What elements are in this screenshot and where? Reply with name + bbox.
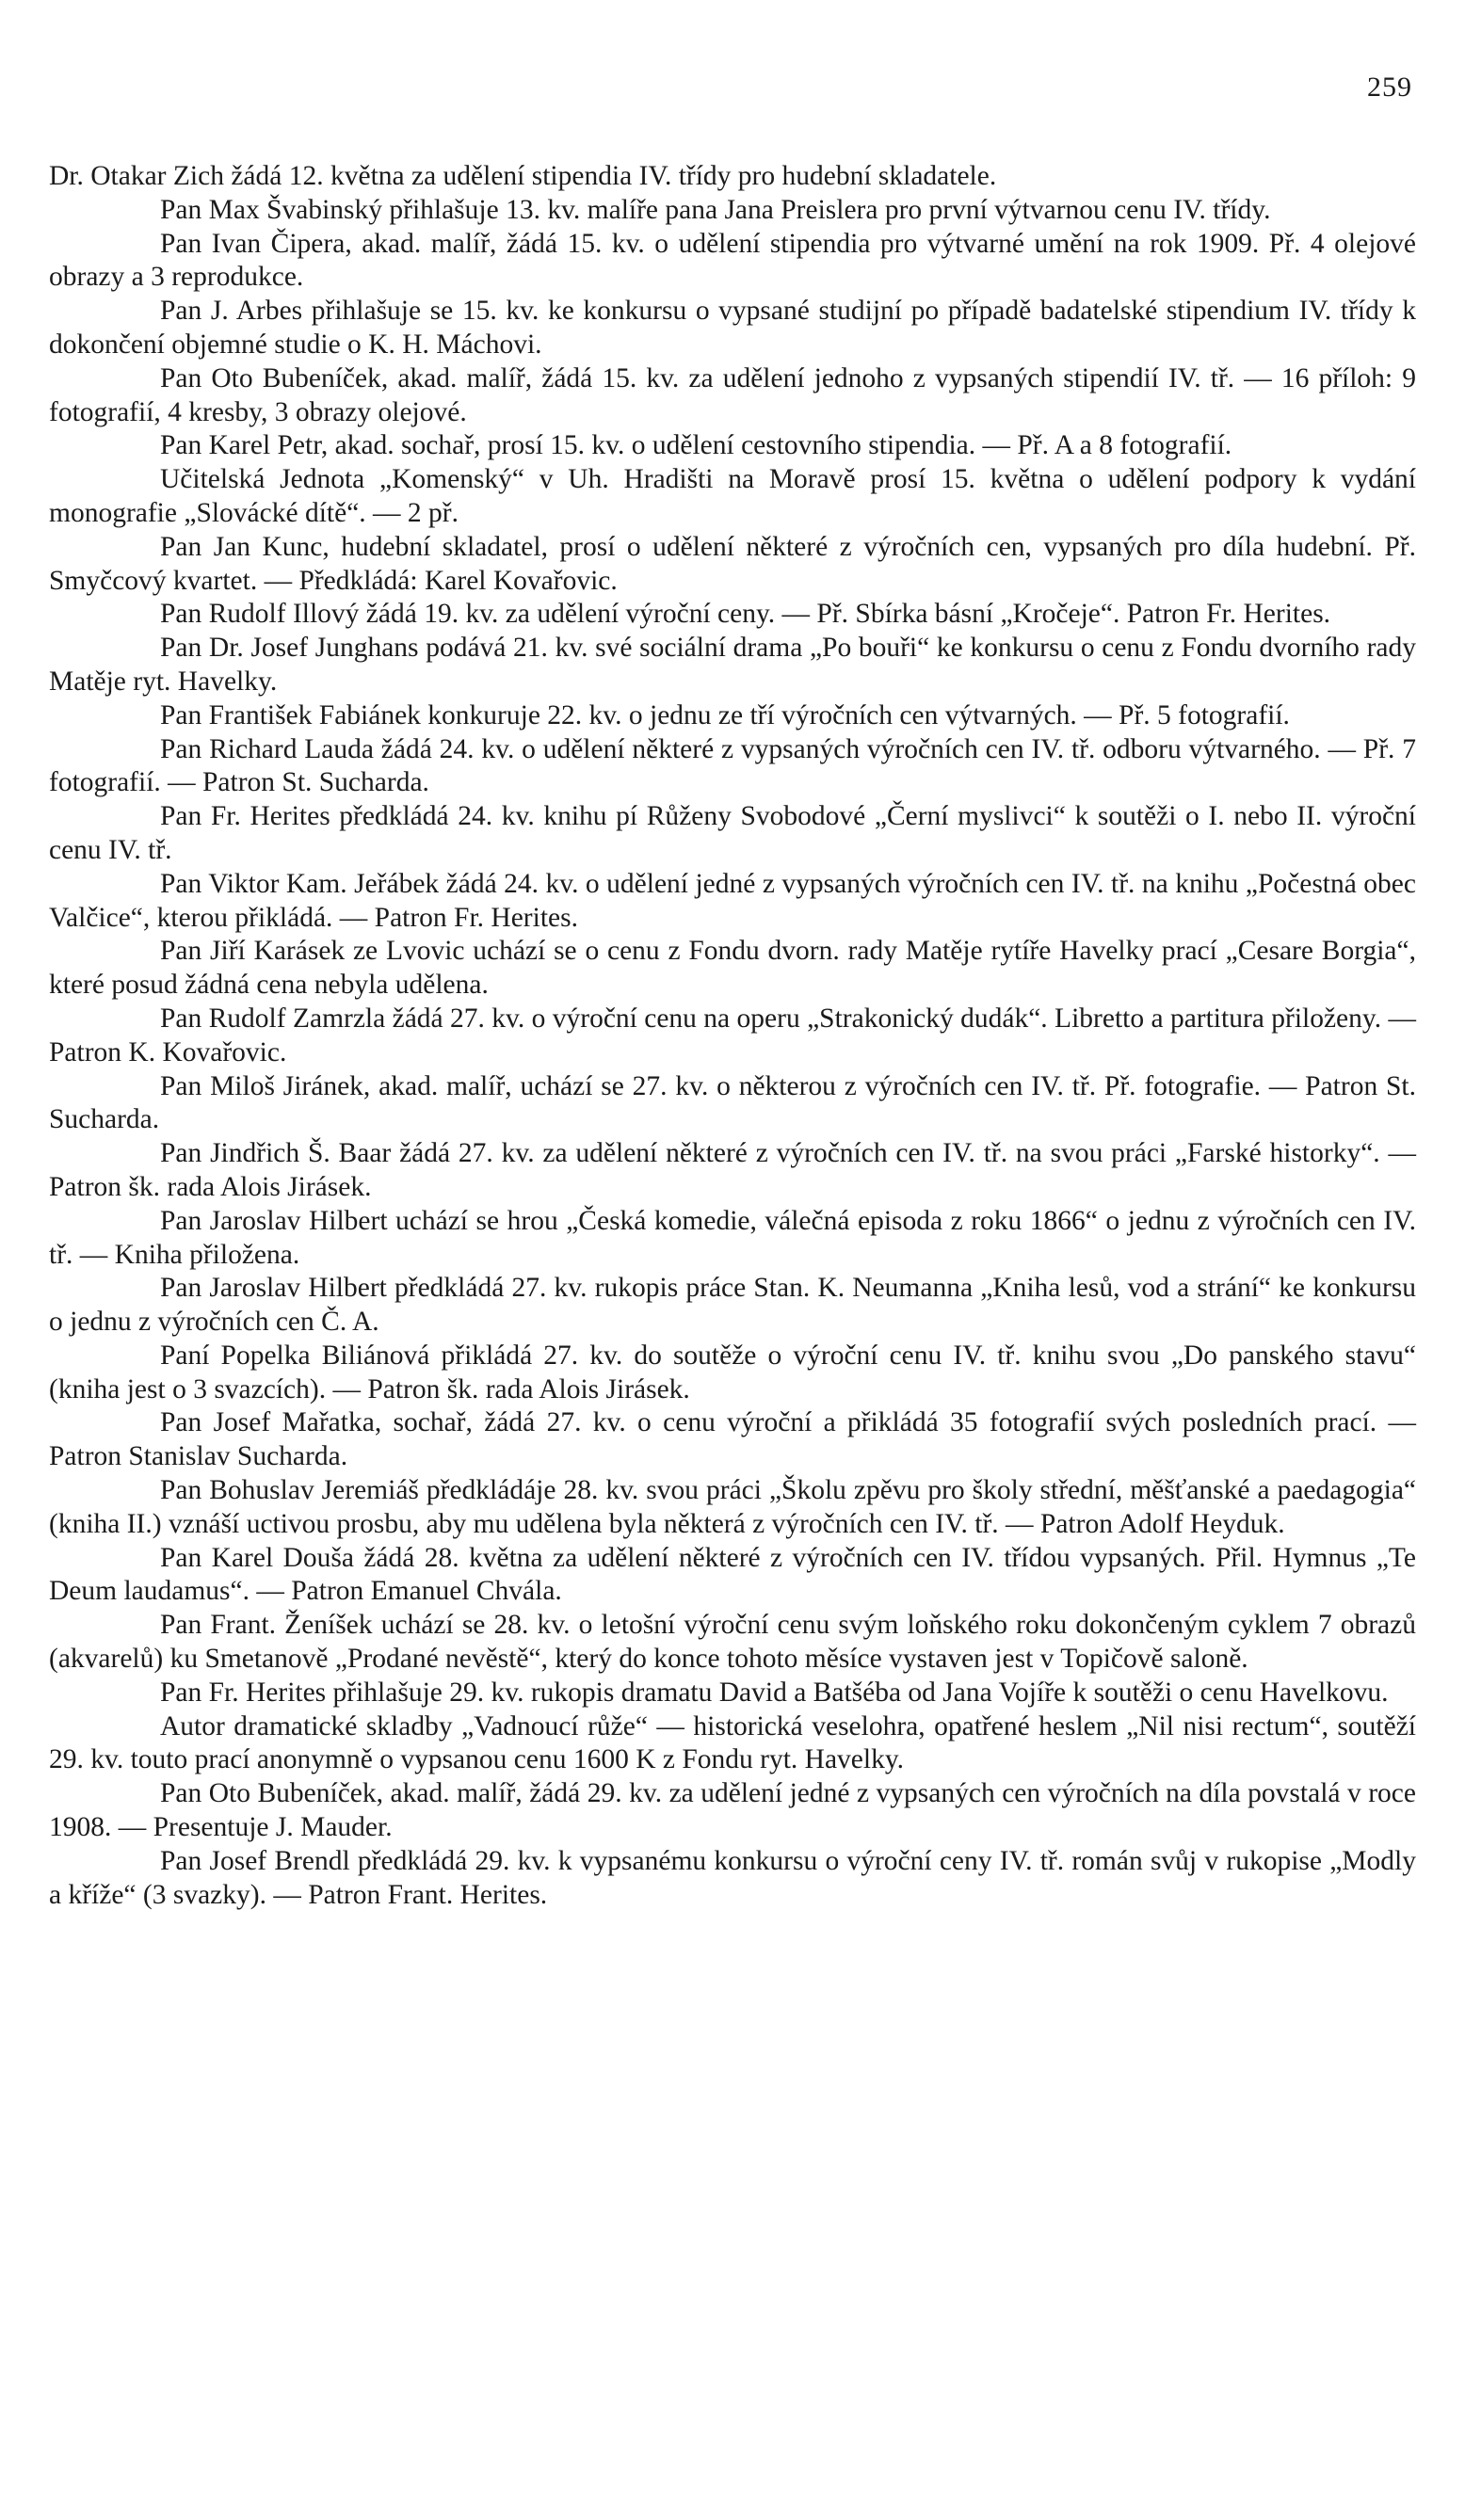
entry-paragraph: Pan Oto Bubeníček, akad. malíř, žádá 29. kv. za udělení jedné z vypsaných cen výročních na díla povstalá v roce 1908. — Presentuje J. Mauder. [49, 1778, 1416, 1843]
entry-paragraph: Pan Jaroslav Hilbert uchází se hrou „Česká komedie, válečná episoda z roku 1866“ o jednu z výročních cen IV. tř. — Kniha přiložena. [49, 1205, 1416, 1270]
entry-paragraph: Pan J. Arbes přihlašuje se 15. kv. ke konkursu o vypsané studijní po případě badatelské stipendium IV. třídy k dokončení objemné studie o K. H. Máchovi. [49, 296, 1416, 360]
entry-paragraph: Pan Fr. Herites předkládá 24. kv. knihu pí Růženy Svobodové „Černí myslivci“ k soutěži o I. nebo II. výroční cenu IV. tř. [49, 801, 1416, 865]
entry-paragraph: Pan Bohuslav Jeremiáš předkládáje 28. kv. svou práci „Školu zpěvu pro školy střední, měšťanské a paedagogia“ (kniha II.) vznáší uctivou prosbu, aby mu udělena byla některá z výročních cen IV. tř. — Patron Adolf Heyduk. [49, 1475, 1416, 1539]
entry-paragraph: Pan Josef Brendl předkládá 29. kv. k vypsanému konkursu o výroční ceny IV. tř. román svůj v rukopise „Modly a kříže“ (3 svazky). — Patron Frant. Herites. [49, 1845, 1416, 1910]
entry-paragraph: Pan Richard Lauda žádá 24. kv. o udělení některé z vypsaných výročních cen IV. tř. odboru výtvarného. — Př. 7 fotografií. — Patron St. Sucharda. [49, 733, 1416, 798]
entry-paragraph: Pan Jaroslav Hilbert předkládá 27. kv. rukopis práce Stan. K. Neumanna „Kniha lesů, vod a strání“ ke konkursu o jednu z výročních cen Č. A. [49, 1273, 1416, 1338]
entry-paragraph: Paní Popelka Biliánová přikládá 27. kv. do soutěže o výroční cenu IV. tř. knihu svou „Do panského stavu“ (kniha jest o 3 svazcích). — Patron šk. rada Alois Jirásek. [49, 1340, 1416, 1404]
entry-paragraph: Učitelská Jednota „Komenský“ v Uh. Hradišti na Moravě prosí 15. května o udělení podpory k vydání monografie „Slovácké dítě“. — 2 př. [49, 464, 1416, 528]
page-number: 259 [1367, 72, 1412, 103]
entry-paragraph: Pan Frant. Ženíšek uchází se 28. kv. o letošní výroční cenu svým loňského roku dokončeným cyklem 7 obrazů (akvarelů) ku Smetanově „Prodané nevěstě“, který do konce tohoto měsíce vystaven jest v Topičově saloně. [49, 1610, 1416, 1675]
entry-paragraph: Pan Max Švabinský přihlašuje 13. kv. malíře pana Jana Preislera pro první výtvarnou cenu IV. třídy. [160, 194, 1271, 225]
entry-paragraph: Autor dramatické skladby „Vadnoucí růže“ — historická veselohra, opatřené heslem „Nil nisi rectum“, soutěží 29. kv. touto prací anonymně o vypsanou cenu 1600 K z Fondu ryt. Havelky. [49, 1710, 1416, 1775]
entry-paragraph: Pan Josef Mařatka, sochař, žádá 27. kv. o cenu výroční a přikládá 35 fotografií svých posledních prací. — Patron Stanislav Sucharda. [49, 1407, 1416, 1472]
entry-paragraph: Pan Dr. Josef Junghans podává 21. kv. své sociální drama „Po bouři“ ke konkursu o cenu z Fondu dvorního rady Matěje ryt. Havelky. [49, 633, 1416, 697]
entry-paragraph: Pan František Fabiánek konkuruje 22. kv. o jednu ze tří výročních cen výtvarných. — Př. 5 fotografií. [160, 699, 1290, 730]
entry-paragraph: Pan Karel Douša žádá 28. května za udělení některé z výročních cen IV. třídou vypsaných. Přil. Hymnus „Te Deum laudamus“. — Patron Emanuel Chvála. [49, 1542, 1416, 1607]
entry-paragraph: Pan Fr. Herites přihlašuje 29. kv. rukopis dramatu David a Batšéba od Jana Vojíře k soutěži o cenu Havelkovu. [160, 1677, 1389, 1708]
entry-paragraph: Pan Jan Kunc, hudební skladatel, prosí o udělení některé z výročních cen, vypsaných pro díla hudební. Př. Smyčcový kvartet. — Předkládá: Karel Kovařovic. [49, 531, 1416, 596]
entry-paragraph: Dr. Otakar Zich žádá 12. května za udělení stipendia IV. třídy pro hudební skladatele. [49, 161, 997, 191]
entry-paragraph: Pan Ivan Čipera, akad. malíř, žádá 15. kv. o udělení stipendia pro výtvarné umění na rok 1909. Př. 4 olejové obrazy a 3 reprodukce. [49, 228, 1416, 293]
entry-paragraph: Pan Karel Petr, akad. sochař, prosí 15. kv. o udělení cestovního stipendia. — Př. A a 8 fotografií. [160, 430, 1232, 461]
body-text [49, 160, 1416, 1912]
entry-paragraph: Pan Viktor Kam. Jeřábek žádá 24. kv. o udělení jedné z vypsaných výročních cen IV. tř. na knihu „Počestná obec Valčice“, kterou přikládá. — Patron Fr. Herites. [49, 868, 1416, 933]
entry-paragraph: Pan Rudolf Illový žádá 19. kv. za udělení výroční ceny. — Př. Sbírka básní „Kročeje“. Patron Fr. Herites. [160, 599, 1331, 630]
entry-paragraph: Pan Jiří Karásek ze Lvovic uchází se o cenu z Fondu dvorn. rady Matěje rytíře Havelky prací „Cesare Borgia“, které posud žádná cena nebyla udělena. [49, 936, 1416, 1001]
entry-paragraph: Pan Jindřich Š. Baar žádá 27. kv. za udělení některé z výročních cen IV. tř. na svou práci „Farské historky“. — Patron šk. rada Alois Jirásek. [49, 1138, 1416, 1202]
entry-paragraph: Pan Rudolf Zamrzla žádá 27. kv. o výroční cenu na operu „Strakonický dudák“. Libretto a partitura přiloženy. — Patron K. Kovařovic. [49, 1003, 1416, 1067]
entry-paragraph: Pan Oto Bubeníček, akad. malíř, žádá 15. kv. za udělení jednoho z vypsaných stipendií IV. tř. — 16 příloh: 9 fotografií, 4 kresby, 3 obrazy olejové. [49, 362, 1416, 427]
entry-paragraph: Pan Miloš Jiránek, akad. malíř, uchází se 27. kv. o některou z výročních cen IV. tř. Př. fotografie. — Patron St. Sucharda. [49, 1070, 1416, 1135]
